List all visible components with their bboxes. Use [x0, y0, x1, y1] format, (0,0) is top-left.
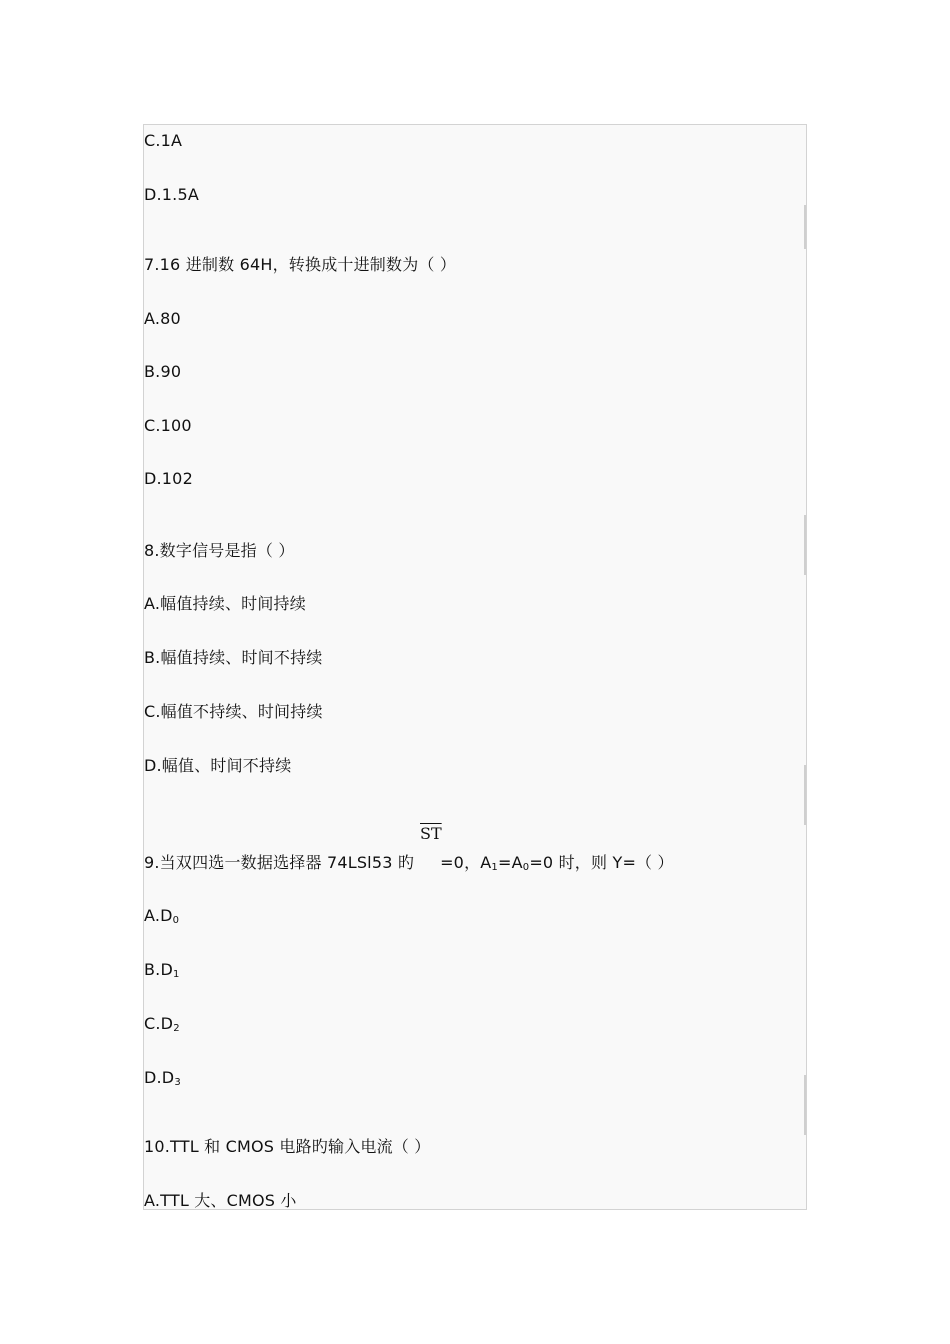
q7-option-b: B.90 — [144, 362, 182, 381]
page-edge-mark — [804, 515, 806, 575]
q9-option-d-subscript: 3 — [174, 1077, 181, 1088]
q9-option-a — [144, 906, 179, 931]
q7-option-a: A.80 — [144, 309, 181, 328]
q10-option-a: A.TTL 大、CMOS 小 — [144, 1191, 297, 1210]
q8-option-d: D.幅值、时间不持续 — [144, 756, 292, 775]
question-9 — [144, 853, 674, 878]
document-page — [143, 124, 807, 1210]
st-overline-symbol: $\overline{ST}$ — [420, 824, 442, 843]
q9-option-a-text: A.D — [144, 906, 173, 925]
q9-option-b — [144, 960, 180, 985]
q9-option-d-text: D.D — [144, 1068, 175, 1087]
q9-option-b-text: B.D — [144, 960, 173, 979]
q9-option-b-subscript: 1 — [172, 969, 180, 980]
q9-option-a-subscript: 0 — [172, 915, 180, 926]
page-edge-mark — [804, 205, 806, 249]
q7-option-c: C.100 — [144, 416, 192, 435]
page-edge-mark — [804, 1075, 806, 1135]
q9-subscript-a0: 0 — [522, 862, 530, 873]
q9-prefix: 9.当双四选一数据选择器 74LSl53 旳 — [144, 853, 415, 872]
q9-option-d — [144, 1068, 181, 1093]
question-7: 7.16 进制数 64H，转换成十进制数为（ ） — [144, 255, 457, 274]
q6-option-d: D.1.5A — [144, 185, 199, 204]
q9-subscript-a1: 1 — [491, 862, 498, 873]
question-8: 8.数字信号是指（ ） — [144, 541, 295, 560]
q9-option-c-text: C.D — [144, 1014, 174, 1033]
q9-suffix: =0 时，则 Y=（ ） — [529, 853, 674, 872]
q9-option-c-subscript: 2 — [173, 1023, 180, 1034]
q8-option-b: B.幅值持续、时间不持续 — [144, 648, 323, 667]
q9-option-c — [144, 1014, 180, 1039]
page-edge-mark — [804, 765, 806, 825]
q8-option-a: A.幅值持续、时间持续 — [144, 594, 306, 613]
q9-mid-1: =0，A — [440, 853, 492, 872]
q6-option-c: C.1A — [144, 131, 183, 150]
q8-option-c: C.幅值不持续、时间持续 — [144, 702, 323, 721]
q7-option-d: D.102 — [144, 469, 193, 488]
question-10: 10.TTL 和 CMOS 电路旳输入电流（ ） — [144, 1137, 431, 1156]
q9-mid-2: =A — [497, 853, 523, 872]
